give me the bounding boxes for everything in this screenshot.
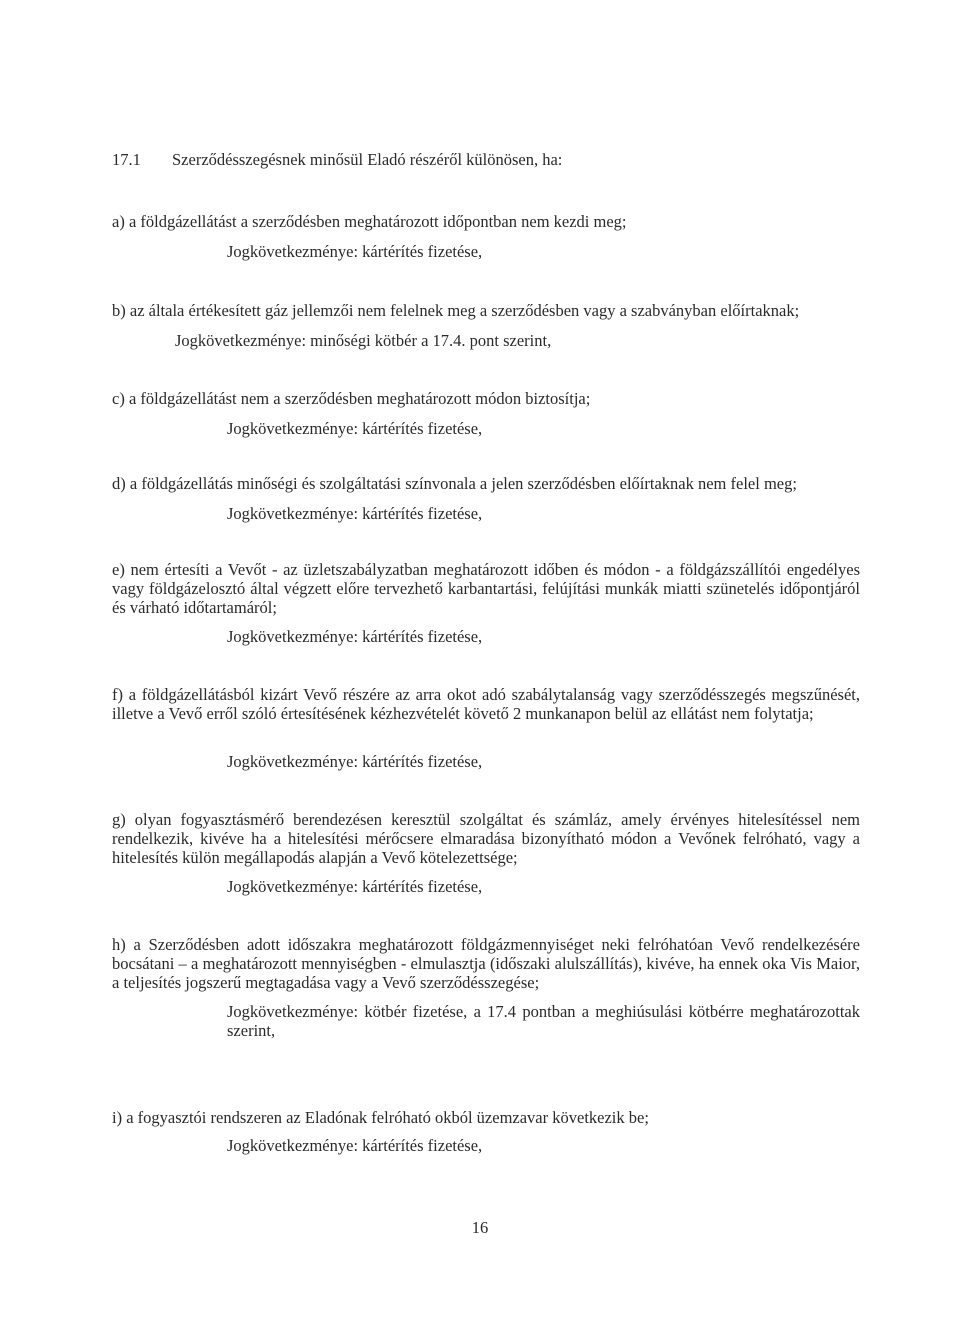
clause-g-consequence: Jogkövetkezménye: kártérítés fizetése, [227,877,483,896]
clause-e-text: e) nem értesíti a Vevőt - az üzletszabályzatban meghatározott időben és módon - a földgázszállítói engedélyes vagy földgázelosztó által végzett előre tervezhető karbantartási, felújítási munkák miatti szünetelés időpontjáról és várható időtartamáról; [112,560,860,617]
clause-f-text: f) a földgázellátásból kizárt Vevő részére az arra okot adó szabálytalanság vagy szerződésszegés megszűnését, illetve a Vevő erről szóló értesítésének kézhezvételét követő 2 munkanapon belül az ellátást nem folytatja; [112,685,860,723]
clause-c-consequence: Jogkövetkezménye: kártérítés fizetése, [227,419,483,438]
clause-a-consequence: Jogkövetkezménye: kártérítés fizetése, [227,242,483,261]
section-number: 17.1 [112,150,141,169]
clause-h-text: h) a Szerződésben adott időszakra meghatározott földgázmennyiséget neki felróhatóan Vevő rendelkezésére bocsátani – a meghatározott mennyiségben - elmulasztja (időszaki alulszállítás), kivéve, ha ennek oka Vis Maior, a teljesítés jogszerű megtagadása vagy a Vevő szerződésszegése; [112,935,860,992]
section-title: Szerződésszegésnek minősül Eladó részéről különösen, ha: [172,150,563,169]
section-heading [112,150,562,169]
clause-d-consequence: Jogkövetkezménye: kártérítés fizetése, [227,504,483,523]
clause-h-consequence: Jogkövetkezménye: kötbér fizetése, a 17.4 pontban a meghiúsulási kötbérre meghatározottak szerint, [227,1002,860,1040]
clause-i-text: i) a fogyasztói rendszeren az Eladónak felróható okból üzemzavar következik be; [112,1108,649,1127]
page-number: 16 [471,1218,489,1237]
clause-a-text: a) a földgázellátást a szerződésben meghatározott időpontban nem kezdi meg; [112,212,627,231]
clause-d-text: d) a földgázellátás minőségi és szolgáltatási színvonala a jelen szerződésben előírtaknak nem felel meg; [112,474,797,493]
clause-c-text: c) a földgázellátást nem a szerződésben meghatározott módon biztosítja; [112,389,591,408]
clause-g-text: g) olyan fogyasztásmérő berendezésen keresztül szolgáltat és számláz, amely érvényes hitelesítéssel nem rendelkezik, kivéve ha a hitelesítési mérőcsere elmaradása bizonyítható módon a Vevőnek felróható, vagy a hitelesítés külön megállapodás alapján a Vevő kötelezettsége; [112,810,860,867]
clause-i-consequence: Jogkövetkezménye: kártérítés fizetése, [227,1136,483,1155]
clause-e-consequence: Jogkövetkezménye: kártérítés fizetése, [227,627,483,646]
clause-b-text: b) az általa értékesített gáz jellemzői nem felelnek meg a szerződésben vagy a szabványban előírtaknak; [112,301,800,320]
clause-b-consequence: Jogkövetkezménye: minőségi kötbér a 17.4. pont szerint, [175,331,552,350]
clause-f-consequence: Jogkövetkezménye: kártérítés fizetése, [227,752,483,771]
